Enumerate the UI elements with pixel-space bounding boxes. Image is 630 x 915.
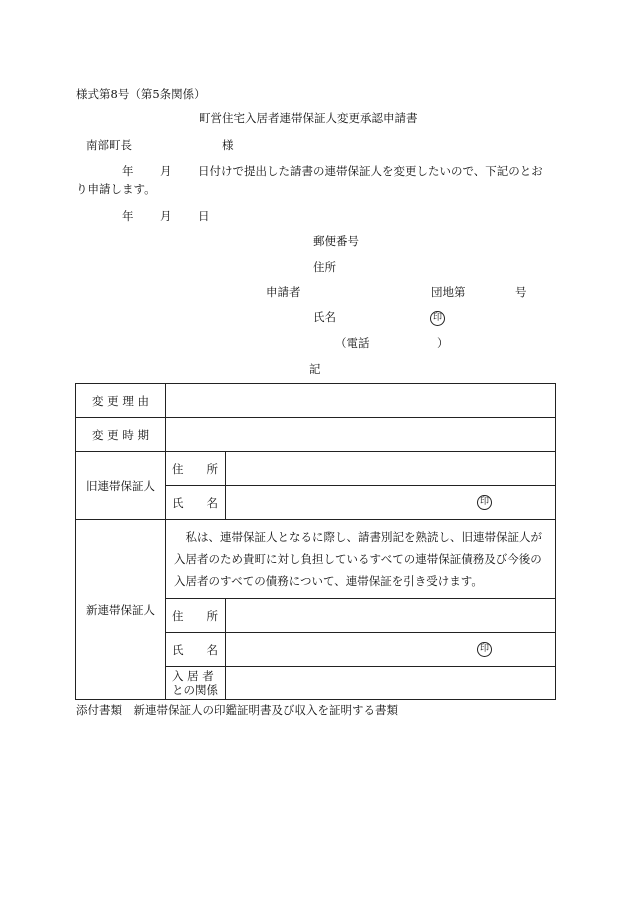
relation-label: [166, 667, 226, 700]
name-label: 氏名: [313, 310, 336, 324]
body-text-line2: り申請します。: [76, 182, 156, 196]
body-text-line1: 日付けで提出した請書の連帯保証人を変更したいので、下記のとお: [198, 164, 543, 178]
document-title: 町営住宅入居者連帯保証人変更承認申請書: [199, 111, 418, 125]
phone-close: ）: [437, 336, 449, 350]
phone-open: （電話: [335, 336, 370, 350]
guarantor-change-table: [75, 383, 556, 700]
seal-icon: 印: [430, 311, 445, 326]
form-number: 様式第8号（第5条関係）: [76, 87, 206, 101]
new-guarantor-address-field[interactable]: [226, 599, 556, 633]
new-guarantor-name-label: 氏 名: [166, 633, 226, 667]
old-guarantor-name-label: 氏 名: [166, 486, 226, 520]
relation-label-line1: 入 居 者: [172, 669, 214, 683]
number-label: 号: [515, 285, 527, 299]
date-year: 年: [122, 209, 134, 223]
old-guarantor-label: 旧連帯保証人: [76, 452, 166, 520]
body-year: 年: [122, 164, 134, 178]
honorific: 様: [222, 138, 234, 152]
change-period-label: 変 更 時 期: [76, 418, 166, 452]
ki-heading: 記: [309, 362, 321, 376]
date-month: 月: [160, 209, 172, 223]
new-guarantor-name-field[interactable]: [226, 633, 556, 667]
change-period-field[interactable]: [166, 418, 556, 452]
postal-code-label: 郵便番号: [313, 234, 359, 248]
danchi-label: 団地第: [431, 285, 466, 299]
new-guarantor-address-label: 住 所: [166, 599, 226, 633]
relation-field[interactable]: [226, 667, 556, 700]
applicant-seal-mark: [430, 309, 445, 326]
seal-icon: 印: [477, 642, 492, 657]
applicant-label: 申請者: [266, 285, 301, 299]
old-guarantor-address-label: 住 所: [166, 452, 226, 486]
seal-icon: 印: [477, 495, 492, 510]
change-reason-field[interactable]: [166, 384, 556, 418]
attachment-note: 添付書類 新連帯保証人の印鑑証明書及び収入を証明する書類: [76, 703, 398, 717]
body-month: 月: [160, 164, 172, 178]
change-reason-label: 変 更 理 由: [76, 384, 166, 418]
guarantor-declaration: 私は、連帯保証人となるに際し、請書別記を熟読し、旧連帯保証人が入居者のため貴町に対し負担しているすべての連帯保証債務及び今後の入居者のすべての債務について、連帯保証を引き受けます。: [166, 520, 556, 599]
addressee: 南部町長: [86, 138, 132, 152]
old-guarantor-address-field[interactable]: [226, 452, 556, 486]
old-guarantor-name-field[interactable]: [226, 486, 556, 520]
relation-label-line2: との関係: [172, 683, 218, 697]
new-guarantor-label: 新連帯保証人: [76, 520, 166, 700]
date-day: 日: [198, 209, 210, 223]
address-label: 住所: [313, 260, 336, 274]
